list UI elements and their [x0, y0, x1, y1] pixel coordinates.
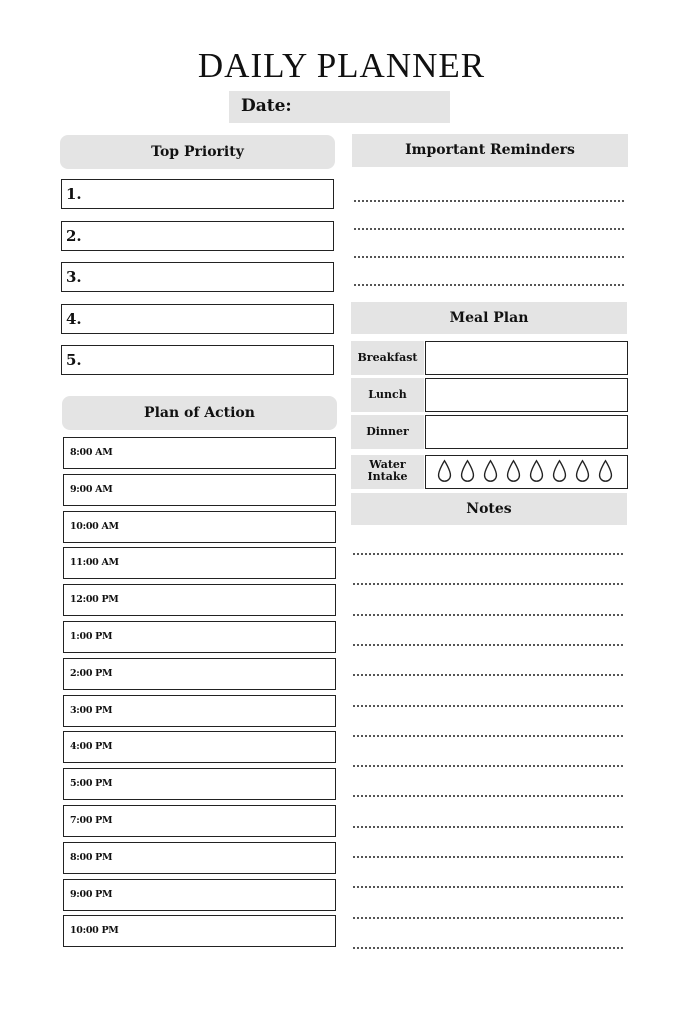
priority-number: 5.	[66, 351, 82, 369]
water-label-line2: Intake	[367, 470, 408, 483]
time-slot[interactable]	[63, 731, 336, 763]
dinner-label: Dinner	[351, 415, 424, 449]
notes-header	[351, 493, 627, 525]
priority-field[interactable]	[61, 221, 334, 251]
time-slot[interactable]	[63, 879, 336, 911]
meal-plan-header	[351, 302, 627, 334]
note-line[interactable]	[353, 583, 623, 585]
reminder-line[interactable]	[354, 284, 624, 286]
water-drop-icon[interactable]	[459, 459, 476, 483]
time-label: 9:00 AM	[70, 484, 113, 495]
notes-heading: Notes	[466, 501, 512, 517]
reminders-heading: Important Reminders	[405, 142, 575, 158]
time-label: 4:00 PM	[70, 741, 113, 752]
note-line[interactable]	[353, 553, 623, 555]
water-drop-icon[interactable]	[482, 459, 499, 483]
note-line[interactable]	[353, 947, 623, 949]
note-line[interactable]	[353, 826, 623, 828]
time-slot[interactable]	[63, 511, 336, 543]
time-label: 2:00 PM	[70, 668, 113, 679]
priority-field[interactable]	[61, 345, 334, 375]
note-line[interactable]	[353, 705, 623, 707]
time-label: 3:00 PM	[70, 705, 113, 716]
water-drop-icon[interactable]	[597, 459, 614, 483]
time-slot[interactable]	[63, 547, 336, 579]
priority-number: 3.	[66, 268, 82, 286]
note-line[interactable]	[353, 674, 623, 676]
water-drop-icon[interactable]	[505, 459, 522, 483]
lunch-label: Lunch	[351, 378, 424, 412]
time-slot[interactable]	[63, 915, 336, 947]
time-label: 9:00 PM	[70, 889, 113, 900]
time-label: 10:00 AM	[70, 521, 119, 532]
breakfast-label: Breakfast	[351, 341, 424, 375]
note-line[interactable]	[353, 644, 623, 646]
time-label: 5:00 PM	[70, 778, 113, 789]
lunch-field[interactable]	[425, 378, 628, 412]
water-intake-label	[351, 455, 424, 489]
time-slot[interactable]	[63, 584, 336, 616]
date-label: Date:	[241, 96, 292, 116]
meal-plan-heading: Meal Plan	[449, 310, 529, 326]
water-intake-field	[425, 455, 628, 489]
water-label-line1: Water	[369, 458, 406, 471]
reminders-header	[352, 134, 628, 167]
note-line[interactable]	[353, 735, 623, 737]
page-title: DAILY PLANNER	[197, 46, 486, 85]
breakfast-field[interactable]	[425, 341, 628, 375]
note-line[interactable]	[353, 886, 623, 888]
water-drop-icon[interactable]	[528, 459, 545, 483]
note-line[interactable]	[353, 614, 623, 616]
reminder-line[interactable]	[354, 200, 624, 202]
time-label: 1:00 PM	[70, 631, 113, 642]
note-line[interactable]	[353, 795, 623, 797]
time-label: 10:00 PM	[70, 925, 119, 936]
note-line[interactable]	[353, 856, 623, 858]
priority-number: 1.	[66, 185, 82, 203]
priority-field[interactable]	[61, 179, 334, 209]
water-drop-icon[interactable]	[574, 459, 591, 483]
time-slot[interactable]	[63, 437, 336, 469]
time-slot[interactable]	[63, 805, 336, 837]
top-priority-header	[60, 135, 335, 169]
reminder-line[interactable]	[354, 228, 624, 230]
priority-number: 4.	[66, 310, 82, 328]
time-label: 7:00 PM	[70, 815, 113, 826]
time-slot[interactable]	[63, 474, 336, 506]
time-label: 8:00 PM	[70, 852, 113, 863]
priority-number: 2.	[66, 227, 82, 245]
reminder-line[interactable]	[354, 256, 624, 258]
water-drop-icon[interactable]	[436, 459, 453, 483]
time-slot[interactable]	[63, 658, 336, 690]
time-label: 12:00 PM	[70, 594, 119, 605]
plan-of-action-heading: Plan of Action	[144, 405, 255, 421]
water-drop-icon[interactable]	[551, 459, 568, 483]
priority-field[interactable]	[61, 304, 334, 334]
time-label: 8:00 AM	[70, 447, 113, 458]
dinner-field[interactable]	[425, 415, 628, 449]
note-line[interactable]	[353, 917, 623, 919]
time-slot[interactable]	[63, 842, 336, 874]
time-slot[interactable]	[63, 695, 336, 727]
plan-of-action-header	[62, 396, 337, 430]
time-label: 11:00 AM	[70, 557, 119, 568]
note-line[interactable]	[353, 765, 623, 767]
priority-field[interactable]	[61, 262, 334, 292]
time-slot[interactable]	[63, 768, 336, 800]
time-slot[interactable]	[63, 621, 336, 653]
top-priority-heading: Top Priority	[151, 144, 244, 160]
